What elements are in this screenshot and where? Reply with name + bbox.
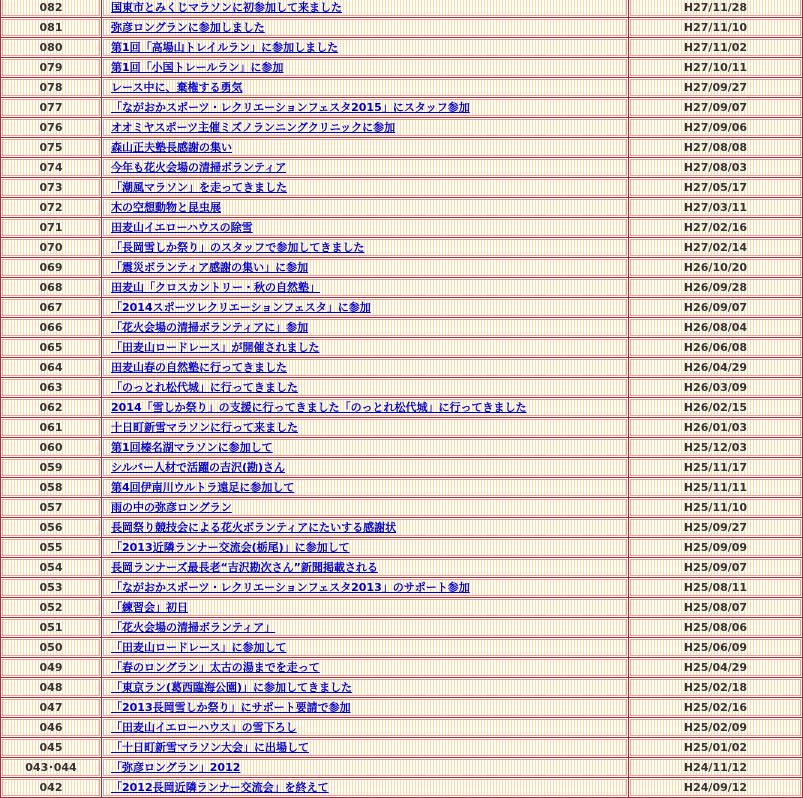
table-row	[1, 478, 802, 497]
table-row	[1, 158, 802, 177]
entry-number: 058	[1, 478, 101, 497]
entry-number: 057	[1, 498, 101, 517]
entry-date: H27/05/17	[629, 178, 802, 197]
entry-number: 080	[1, 38, 101, 57]
entry-date: H27/08/03	[629, 158, 802, 177]
entry-date: H25/08/07	[629, 598, 802, 617]
entry-number: 059	[1, 458, 101, 477]
table-row	[1, 558, 802, 577]
table-row	[1, 438, 802, 457]
entry-date: H27/10/11	[629, 58, 802, 77]
entry-number: 076	[1, 118, 101, 137]
entry-title-cell	[102, 698, 628, 717]
entry-date: H26/04/29	[629, 358, 802, 377]
entry-number: 073	[1, 178, 101, 197]
entry-title-cell	[102, 558, 628, 577]
entry-title-cell	[102, 318, 628, 337]
entry-date: H27/11/28	[629, 0, 802, 17]
entry-title-link[interactable]: 「ながおかスポーツ・レクリエーションフェスタ2015」にスタッフ参加	[111, 101, 470, 114]
entry-number: 049	[1, 658, 101, 677]
table-row	[1, 358, 802, 377]
table-row	[1, 178, 802, 197]
entry-title-link[interactable]: 「のっとれ松代城」に行ってきました	[111, 381, 298, 394]
entry-title-cell	[102, 498, 628, 517]
entry-date: H27/09/07	[629, 98, 802, 117]
entry-title-link[interactable]: 第4回伊南川ウルトラ遠足に参加して	[111, 481, 295, 494]
entry-number: 048	[1, 678, 101, 697]
entry-date: H25/11/10	[629, 498, 802, 517]
table-row	[1, 698, 802, 717]
table-row	[1, 278, 802, 297]
entry-number: 042	[1, 778, 101, 797]
table-row	[1, 678, 802, 697]
entry-date: H25/01/02	[629, 738, 802, 757]
table-row	[1, 298, 802, 317]
entry-date: H27/02/16	[629, 218, 802, 237]
table-row	[1, 778, 802, 797]
entry-title-cell	[102, 218, 628, 237]
table-row	[1, 398, 802, 417]
table-row	[1, 598, 802, 617]
entry-title-link[interactable]: 田麦山春の自然塾に行ってきました	[111, 361, 287, 374]
entry-number: 081	[1, 18, 101, 37]
entry-date: H27/08/08	[629, 138, 802, 157]
table-row	[1, 418, 802, 437]
entry-title-link[interactable]: レース中に、棄権する勇気	[111, 81, 243, 94]
entry-title-link[interactable]: 十日町新雪マラソンに行って来ました	[111, 421, 298, 434]
table-row	[1, 218, 802, 237]
entry-number: 047	[1, 698, 101, 717]
entry-date: H26/09/07	[629, 298, 802, 317]
entry-number: 072	[1, 198, 101, 217]
entry-title-cell	[102, 518, 628, 537]
entry-title-cell	[102, 0, 628, 17]
entry-date: H25/09/09	[629, 538, 802, 557]
entry-title-link[interactable]: 弥彦ロングランに参加しました	[111, 21, 265, 34]
entry-date: H24/11/12	[629, 758, 802, 777]
entry-date: H26/09/28	[629, 278, 802, 297]
entry-title-cell	[102, 238, 628, 257]
entry-date: H26/08/04	[629, 318, 802, 337]
table-row	[1, 58, 802, 77]
table-row	[1, 98, 802, 117]
entry-date: H27/02/14	[629, 238, 802, 257]
entry-title-link[interactable]: 長岡祭り競技会による花火ボランティアにたいする感謝状	[111, 521, 397, 534]
entry-date: H26/03/09	[629, 378, 802, 397]
entry-title-link[interactable]: 2014「雪しか祭り」の支援に行ってきました「のっとれ松代城」に行ってきました	[111, 401, 527, 414]
entry-date: H26/01/03	[629, 418, 802, 437]
table-row	[1, 638, 802, 657]
entry-number: 071	[1, 218, 101, 237]
table-row	[1, 538, 802, 557]
entry-number: 051	[1, 618, 101, 637]
entry-title-cell	[102, 578, 628, 597]
entry-number: 069	[1, 258, 101, 277]
entry-title-cell	[102, 78, 628, 97]
entry-title-link[interactable]: 国東市とみくじマラソンに初参加して来ました	[111, 1, 342, 14]
entry-number: 082	[1, 0, 101, 17]
entry-title-cell	[102, 338, 628, 357]
table-row	[1, 198, 802, 217]
entry-number: 064	[1, 358, 101, 377]
table-row	[1, 0, 802, 17]
entry-number: 056	[1, 518, 101, 537]
entry-number: 066	[1, 318, 101, 337]
entry-number: 074	[1, 158, 101, 177]
entry-title-cell	[102, 478, 628, 497]
entry-title-link[interactable]: 「田麦山ロードレース」が開催されました	[111, 341, 320, 354]
entry-number: 045	[1, 738, 101, 757]
entry-number: 060	[1, 438, 101, 457]
entry-title-cell	[102, 678, 628, 697]
entry-date: H27/03/11	[629, 198, 802, 217]
entry-title-cell	[102, 58, 628, 77]
entry-title-link[interactable]: 「田麦山イエローハウス」の雪下ろし	[111, 721, 297, 734]
table-row	[1, 238, 802, 257]
entry-title-cell	[102, 358, 628, 377]
entry-number: 079	[1, 58, 101, 77]
entry-title-link[interactable]: 長岡ランナーズ最長老“吉沢勘次さん”新聞掲載される	[111, 561, 378, 574]
entry-number: 053	[1, 578, 101, 597]
table-row	[1, 758, 802, 777]
table-row	[1, 38, 802, 57]
entry-title-cell	[102, 298, 628, 317]
entry-date: H25/06/09	[629, 638, 802, 657]
table-row	[1, 578, 802, 597]
entry-number: 052	[1, 598, 101, 617]
entry-title-cell	[102, 178, 628, 197]
table-row	[1, 738, 802, 757]
entry-title-link[interactable]: シルバー人材で活躍の吉沢(勘)さん	[111, 461, 286, 474]
entry-date: H26/02/15	[629, 398, 802, 417]
entry-title-link[interactable]: 今年も花火会場の清掃ボランティア	[111, 161, 287, 174]
entry-title-link[interactable]: 第1回「高場山トレイルラン」に参加しました	[111, 41, 339, 54]
entry-date: H25/11/17	[629, 458, 802, 477]
entry-title-cell	[102, 138, 628, 157]
entry-title-cell	[102, 758, 628, 777]
entry-title-cell	[102, 458, 628, 477]
entry-title-cell	[102, 738, 628, 757]
entry-title-cell	[102, 378, 628, 397]
entry-date: H26/06/08	[629, 338, 802, 357]
entry-title-cell	[102, 278, 628, 297]
entry-date: H25/04/29	[629, 658, 802, 677]
entry-title-link[interactable]: オオミヤスポーツ主催ミズノランニングクリニックに参加	[111, 121, 396, 134]
entry-title-cell	[102, 538, 628, 557]
entry-number: 075	[1, 138, 101, 157]
entry-date: H25/11/11	[629, 478, 802, 497]
report-table-body	[1, 0, 802, 797]
entry-title-cell	[102, 778, 628, 797]
entry-title-cell	[102, 418, 628, 437]
entry-title-link[interactable]: 「花火会場の清掃ボランティア」	[111, 621, 276, 634]
entry-number: 055	[1, 538, 101, 557]
entry-number: 063	[1, 378, 101, 397]
entry-title-link[interactable]: 「震災ボランティア感謝の集い」に参加	[111, 261, 309, 274]
entry-date: H27/09/06	[629, 118, 802, 137]
entry-number: 046	[1, 718, 101, 737]
entry-title-link[interactable]: 第1回「小国トレールラン」に参加	[111, 61, 284, 74]
table-row	[1, 78, 802, 97]
entry-title-link[interactable]: 「ながおかスポーツ・レクリエーションフェスタ2013」のサポート参加	[111, 581, 470, 594]
entry-title-link[interactable]: 「十日町新雪マラソン大会」に出場して	[111, 741, 309, 754]
entry-title-cell	[102, 198, 628, 217]
entry-number: 077	[1, 98, 101, 117]
entry-date: H25/08/06	[629, 618, 802, 637]
entry-number: 061	[1, 418, 101, 437]
entry-title-cell	[102, 398, 628, 417]
entry-title-cell	[102, 38, 628, 57]
entry-title-cell	[102, 718, 628, 737]
entry-date: H25/02/09	[629, 718, 802, 737]
entry-title-link[interactable]: 田麦山イエローハウスの除雪	[111, 221, 253, 234]
entry-title-link[interactable]: 「花火会場の清掃ボランティアに」参加	[111, 321, 309, 334]
entry-title-cell	[102, 598, 628, 617]
table-row	[1, 618, 802, 637]
entry-title-cell	[102, 438, 628, 457]
table-row	[1, 18, 802, 37]
entry-title-link[interactable]: 「2012長岡近隣ランナー交流会」を終えて	[111, 781, 329, 794]
table-row	[1, 658, 802, 677]
entry-title-cell	[102, 638, 628, 657]
table-row	[1, 338, 802, 357]
entry-title-cell	[102, 118, 628, 137]
entry-title-link[interactable]: 「田麦山ロードレース」に参加して	[111, 641, 287, 654]
entry-title-link[interactable]: 「2013長岡雪しか祭り」にサポート要請で参加	[111, 701, 351, 714]
table-row	[1, 458, 802, 477]
entry-number: 070	[1, 238, 101, 257]
entry-date: H24/09/12	[629, 778, 802, 797]
entry-title-link[interactable]: 「春のロングラン」太古の湯までを走って	[111, 661, 320, 674]
entry-date: H25/08/11	[629, 578, 802, 597]
entry-number: 068	[1, 278, 101, 297]
table-row	[1, 518, 802, 537]
entry-title-link[interactable]: 森山正夫塾長感謝の集い	[111, 141, 232, 154]
table-row	[1, 138, 802, 157]
table-row	[1, 318, 802, 337]
entry-title-link[interactable]: 「潮風マラソン」を走ってきました	[111, 181, 287, 194]
entry-title-cell	[102, 18, 628, 37]
entry-title-cell	[102, 258, 628, 277]
entry-date: H27/11/02	[629, 38, 802, 57]
entry-date: H27/09/27	[629, 78, 802, 97]
entry-title-link[interactable]: 田麦山「クロスカントリー・秋の自然塾」	[111, 281, 320, 294]
entry-title-cell	[102, 158, 628, 177]
entry-number: 043･044	[1, 758, 101, 777]
table-row	[1, 118, 802, 137]
entry-title-link[interactable]: 「長岡雪しか祭り」のスタッフで参加してきました	[111, 241, 365, 254]
table-row	[1, 258, 802, 277]
table-row	[1, 378, 802, 397]
entry-title-link[interactable]: 「練習会」初日	[111, 601, 188, 614]
entry-number: 054	[1, 558, 101, 577]
entry-title-link[interactable]: 「東京ラン(葛西臨海公園)」に参加してきました	[111, 681, 353, 694]
entry-date: H25/09/27	[629, 518, 802, 537]
entry-title-link[interactable]: 「2013近隣ランナー交流会(栃尾)」に参加して	[111, 541, 350, 554]
entry-title-link[interactable]: 「2014スポーツレクリエーションフェスタ」に参加	[111, 301, 371, 314]
entry-date: H25/09/07	[629, 558, 802, 577]
entry-title-cell	[102, 618, 628, 637]
entry-number: 065	[1, 338, 101, 357]
entry-title-link[interactable]: 木の空想動物と昆虫展	[111, 201, 221, 214]
table-row	[1, 718, 802, 737]
entry-date: H25/02/16	[629, 698, 802, 717]
entry-title-cell	[102, 98, 628, 117]
entry-date: H25/12/03	[629, 438, 802, 457]
entry-number: 050	[1, 638, 101, 657]
entry-title-link[interactable]: 第1回榛名湖マラソンに参加して	[111, 441, 273, 454]
entry-date: H26/10/20	[629, 258, 802, 277]
entry-title-cell	[102, 658, 628, 677]
entry-title-link[interactable]: 雨の中の弥彦ロングラン	[111, 501, 232, 514]
table-row	[1, 498, 802, 517]
entry-date: H27/11/10	[629, 18, 802, 37]
entry-number: 067	[1, 298, 101, 317]
entry-number: 078	[1, 78, 101, 97]
entry-number: 062	[1, 398, 101, 417]
entry-date: H25/02/18	[629, 678, 802, 697]
entry-title-link[interactable]: 「弥彦ロングラン」2012	[111, 761, 241, 774]
